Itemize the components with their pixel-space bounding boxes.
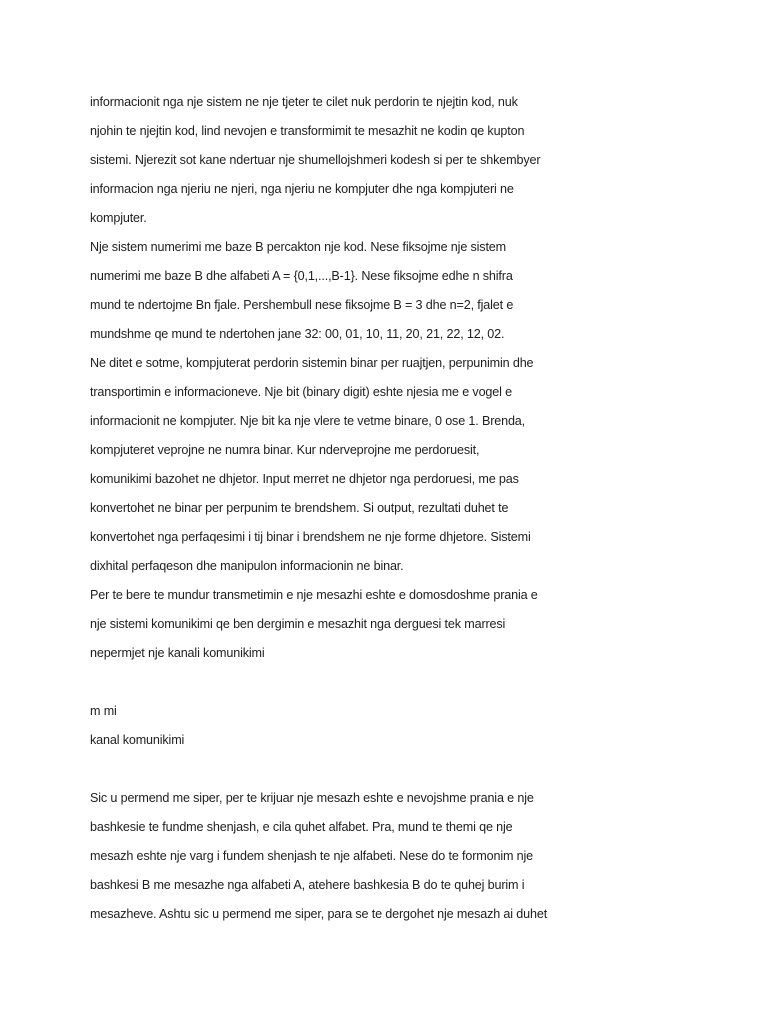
blank-line (90, 668, 570, 697)
text-line: informacionit nga nje sistem ne nje tjeter te cilet nuk perdorin te njejtin kod, nuk (90, 95, 518, 109)
text-line: Nje sistem numerimi me baze B percakton nje kod. Nese fiksojme nje sistem (90, 240, 507, 254)
text-line: mesazh eshte nje varg i fundem shenjash te nje alfabeti. Nese do te formonim nje (90, 849, 534, 863)
blank-line (90, 755, 570, 784)
paragraph-2 (90, 233, 570, 349)
text-line: informacionit ne kompjuter. Nje bit ka nje vlere te vetme binare, 0 ose 1. Brenda, (90, 414, 526, 428)
paragraph-3 (90, 349, 570, 581)
text-line: bashkesi B me mesazhe nga alfabeti A, atehere bashkesia B do te quhej burim i (90, 878, 525, 892)
text-line: nje sistemi komunikimi qe ben dergimin e mesazhit nga derguesi tek marresi (90, 617, 506, 631)
text-line: Sic u permend me siper, per te krijuar nje mesazh eshte e nevojshme prania e nje (90, 791, 534, 805)
text-line: transportimin e informacioneve. Nje bit (binary digit) eshte njesia me e vogel e (90, 385, 512, 399)
diagram-labels (90, 697, 570, 755)
text-line: komunikimi bazohet ne dhjetor. Input merret ne dhjetor nga perdoruesi, me pas (90, 472, 519, 486)
text-line: konvertohet ne binar per perpunim te brendshem. Si output, rezultati duhet te (90, 501, 509, 515)
paragraph-4 (90, 581, 570, 668)
text-line: mundshme qe mund te ndertohen jane 32: 00, 01, 10, 11, 20, 21, 22, 12, 02. (90, 327, 505, 341)
text-line: numerimi me baze B dhe alfabeti A = {0,1,...,B-1}. Nese fiksojme edhe n shifra (90, 269, 513, 283)
text-line: sistemi. Njerezit sot kane ndertuar nje shumellojshmeri kodesh si per te shkembyer (90, 153, 541, 167)
text-line: kompjuteret veprojne ne numra binar. Kur nderveprojne me perdoruesit, (90, 443, 480, 457)
text-line: informacion nga njeriu ne njeri, nga njeriu ne kompjuter dhe nga kompjuteri ne (90, 182, 514, 196)
text-line: Ne ditet e sotme, kompjuterat perdorin sistemin binar per ruajtjen, perpunimin dhe (90, 356, 534, 370)
paragraph-5 (90, 784, 570, 929)
text-line: Per te bere te mundur transmetimin e nje mesazhi eshte e domosdoshme prania e (90, 588, 538, 602)
text-line: njohin te njejtin kod, lind nevojen e transformimit te mesazhit ne kodin qe kupton (90, 124, 525, 138)
text-line: dixhital perfaqeson dhe manipulon informacionin ne binar. (90, 559, 404, 573)
text-line: mesazheve. Ashtu sic u permend me siper, para se te dergohet nje mesazh ai duhet (90, 907, 548, 921)
text-line: kompjuter. (90, 211, 147, 225)
text-line: nepermjet nje kanali komunikimi (90, 646, 265, 660)
document-body (90, 88, 570, 929)
paragraph-1 (90, 88, 570, 233)
text-line: konvertohet nga perfaqesimi i tij binar i brendshem ne nje forme dhjetore. Sistemi (90, 530, 531, 544)
diagram-label-message: m mi (90, 704, 117, 718)
diagram-label-channel: kanal komunikimi (90, 733, 185, 747)
text-line: bashkesie te fundme shenjash, e cila quhet alfabet. Pra, mund te themi qe nje (90, 820, 513, 834)
text-line: mund te ndertojme Bn fjale. Pershembull nese fiksojme B = 3 dhe n=2, fjalet e (90, 298, 514, 312)
